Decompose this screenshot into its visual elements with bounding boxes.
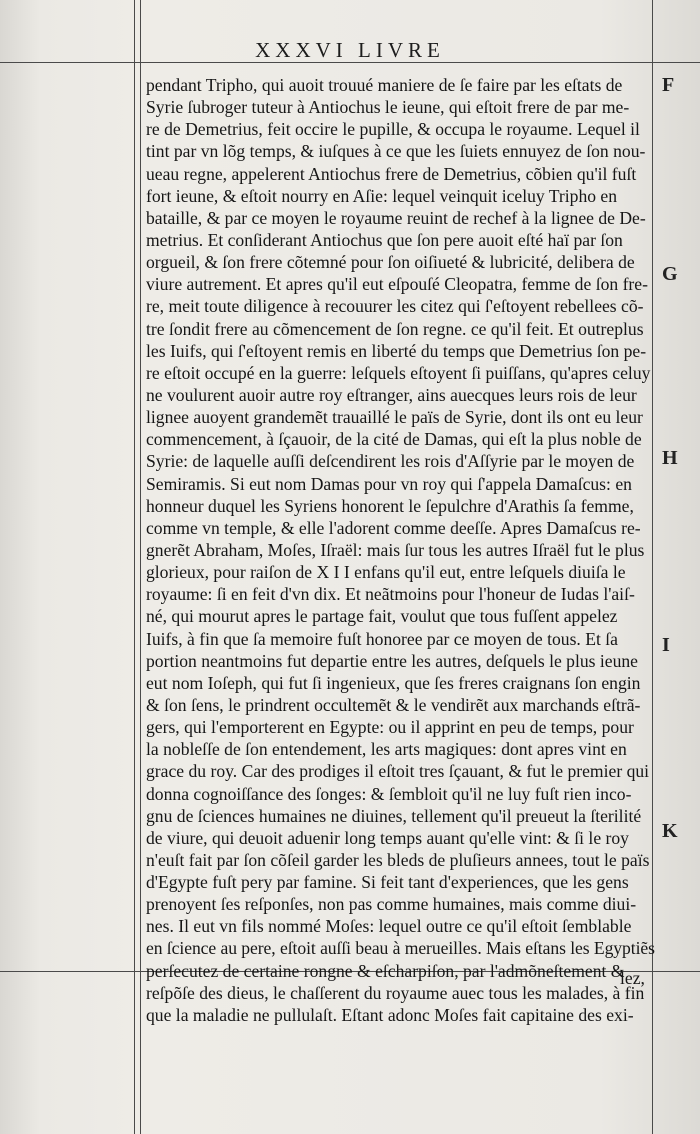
text-line: ne voulurent auoir autre roy eſtranger, ains auecques leurs rois de leur — [146, 384, 637, 405]
text-line: donna cognoiſſance des ſonges: & ſembloit qu'il ne luy fuſt rien inco- — [146, 783, 632, 804]
margin-letter-k: K — [662, 820, 678, 842]
running-head: XXXVI LIVRE — [255, 38, 445, 62]
text-line: grace du roy. Car des prodiges il eſtoit tres ſçauant, & fut le premier qui — [146, 761, 650, 782]
text-line: re eſtoit occupé en la guerre: leſquels eſtoyent ſi puiſſans, qu'apres celuy — [146, 362, 651, 383]
text-line: gnerẽt Abraham, Moſes, Iſraël: mais ſur tous les autres Iſraël fut le plus — [146, 539, 645, 560]
text-line: ueau regne, appelerent Antiochus frere de Demetrius, cõbien qu'il fuſt — [146, 163, 637, 184]
margin-letter-i: I — [662, 634, 670, 656]
text-line: viure autrement. Et apres qu'il eut eſpouſé Cleopatra, femme de ſon fre- — [146, 274, 648, 295]
inner-vertical-rule-double — [140, 0, 141, 1134]
text-line: commencement, à ſçauoir, de la cité de Damas, qui eſt la plus noble de — [146, 429, 642, 450]
text-line: honneur duquel les Syriens honorent le ſepulchre d'Arathis ſa femme, — [146, 495, 634, 516]
text-line: pendant Tripho, qui auoit trouué maniere de ſe faire par les eſtats de — [146, 75, 623, 95]
text-line: nes. Il eut vn fils nommé Moſes: lequel outre ce qu'il eſtoit ſemblable — [146, 916, 632, 937]
text-line: Iuifs, à fin que ſa memoire fuſt honoree par ce moyen de tous. Et ſa — [146, 628, 618, 649]
text-line: & ſon ſens, le prindrent occultemẽt & le vendirẽt aux marchands eſtrã- — [146, 694, 641, 715]
text-line: la nobleſſe de ſon entendement, les arts magiques: dont apres vint en — [146, 739, 627, 760]
text-line: de viure, qui deuoit aduenir long temps auant qu'elle vint: & ſi le roy — [146, 827, 629, 848]
text-line: gnu de ſciences humaines ne diuines, tellement qu'il preueut la ſterilité — [146, 805, 642, 826]
inner-vertical-rule — [134, 0, 135, 1134]
text-line: reſpõſe des dieus, le chaſſerent du royaume auec tous les malades, à fin — [146, 982, 645, 1003]
text-line: Semiramis. Si eut nom Damas pour vn roy qui ſ'appela Damaſcus: en — [146, 473, 632, 494]
text-line: que la maladie ne pullulaſt. Eſtant adonc Moſes fait capitaine des exi- — [146, 1004, 634, 1025]
text-line: royaume: ſi en feit d'vn dix. Et neãtmoins pour l'honeur de Iudas l'aiſ- — [146, 584, 635, 605]
text-line: prenoyent ſes reſponſes, non pas comme humaines, mais comme diui- — [146, 894, 637, 915]
text-line: portion neantmoins fut departie entre les autres, deſquels le plus ieune — [146, 650, 638, 671]
text-line: en ſcience au pere, eſtoit auſſi beau à merueilles. Mais eſtans les Egyptiẽs — [146, 938, 655, 959]
margin-letter-f: F — [662, 74, 675, 96]
text-line: tint par vn lõg temps, & iuſques à ce que les ſuiets ennuyez de ſon nou- — [146, 141, 646, 162]
text-line: metrius. Et conſiderant Antiochus que ſon pere auoit eſté haï par ſon — [146, 229, 623, 250]
text-line: les Iuifs, qui ſ'eſtoyent remis en liberté du temps que Demetrius ſon pe- — [146, 340, 647, 361]
text-line: lignee auoyent grandemẽt trauaillé le païs de Syrie, dont ils ont eu leur — [146, 407, 643, 428]
text-line: re, meit toute diligence à recouurer les citez qui ſ'eſtoyent rebellees cõ- — [146, 296, 644, 317]
text-line: Syrie: de laquelle auſſi deſcendirent les rois d'Aſſyrie par le moyen de — [146, 451, 635, 472]
text-line: Syrie ſubroger tuteur à Antiochus le ieune, qui eſtoit frere de par me- — [146, 97, 630, 118]
text-line: d'Egypte fuſt pery par famine. Si feit tant d'experiences, que les gens — [146, 872, 629, 893]
text-line: tre ſondit frere au cõmencement de ſon regne. ce qu'il feit. Et outreplus — [146, 318, 644, 339]
text-line: fort ieune, & eſtoit nourry en Aſie: lequel veinquit iceluy Tripho en — [146, 185, 618, 206]
text-line: orgueil, & ſon frere cõtemné pour ſon oiſiueté & lubricité, delibera de — [146, 252, 635, 273]
text-line: bataille, & par ce moyen le royaume reuint de rechef à la lignee de De- — [146, 207, 646, 228]
text-line: glorieux, pour raiſon de X I I enfans qu'il eut, entre leſquels diuiſa le — [146, 562, 626, 583]
catchword: lez, — [620, 968, 645, 988]
text-line: né, qui mourut apres le partage fait, voulut que tous fuſſent appelez — [146, 606, 618, 627]
text-line: re de Demetrius, feit occire le pupille, & occupa le royaume. Lequel il — [146, 119, 640, 140]
text-line: comme vn temple, & elle l'adorent comme deeſſe. Apres Damaſcus re- — [146, 517, 641, 538]
margin-letter-g: G — [662, 263, 678, 285]
text-line: eut nom Ioſeph, qui fut ſi ingenieux, que ſes freres craignans ſon engin — [146, 672, 641, 693]
margin-letter-h: H — [662, 447, 678, 469]
text-line: perſecutez de certaine rongne & eſcharpiſon, par l'admõneſtement & — [146, 960, 625, 981]
text-line: n'euſt fait par ſon cõſeil garder les bleds de pluſieurs annees, tout le païs — [146, 849, 650, 870]
body-text — [146, 74, 655, 1026]
text-line: gers, qui l'emporterent en Egypte: ou il apprint en peu de temps, pour — [146, 717, 634, 738]
